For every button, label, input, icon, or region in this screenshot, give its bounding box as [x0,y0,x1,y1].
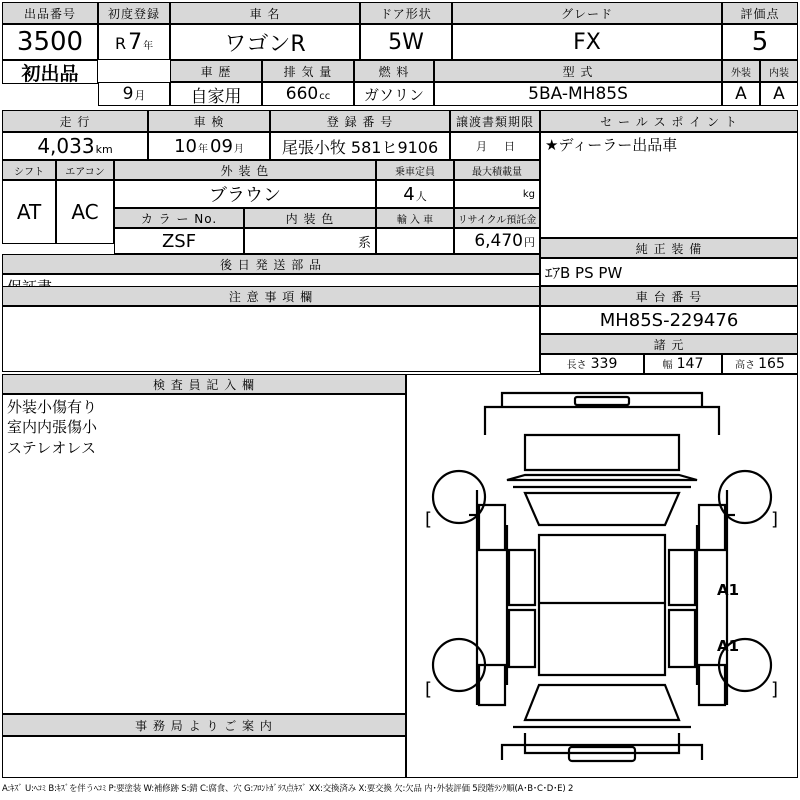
value-interior-color [244,228,376,254]
first-reg-era: R [114,33,127,53]
value-dim-height [722,354,798,374]
bracket-left-rear: [ [425,679,433,700]
capacity-value: 4 [403,183,415,205]
header-registration-no: 登 録 番 号 [270,110,450,132]
value-model-code: 5BA-MH85S [434,82,722,106]
value-max-load [454,180,540,208]
header-transfer-deadline: 譲渡書類期限 [450,110,540,132]
header-genuine-equipment: 純 正 装 備 [540,238,798,258]
sales-point-text: ★ディーラー出品車 [545,136,678,154]
header-office-notice: 事 務 局 よ り ご 案 内 [2,714,406,736]
inspector-note-line: ステレオレス [7,438,96,457]
first-reg-year-unit: 年 [143,40,154,52]
dim-width-value: 147 [676,356,704,372]
header-lot-no: 出品番号 [2,2,98,24]
inspection-year: 10 [174,135,197,157]
value-import [376,228,454,254]
header-recycle-deposit: リサイクル預託金 [454,208,540,228]
value-rating: 5 [722,24,798,60]
header-caution-notes: 注 意 事 項 欄 [2,286,540,306]
value-dim-length [540,354,644,374]
header-import: 輸 入 車 [376,208,454,228]
header-exterior-color: 外 装 色 [114,160,376,180]
header-model-name: 車 名 [170,2,360,24]
capacity-unit: 人 [415,189,427,203]
value-exterior-grade: A [722,82,760,106]
value-shift: AT [2,180,56,244]
inspection-month-unit: 月 [233,143,244,155]
first-reg-year: 7 [128,29,143,55]
value-recycle-deposit [454,228,540,254]
bracket-right-rear: ] [771,679,779,700]
header-inspector-notes: 検 査 員 記 入 欄 [2,374,406,394]
header-dimensions: 諸 元 [540,334,798,354]
header-capacity: 乗車定員 [376,160,454,180]
first-exhibit-badge: 初出品 [2,60,98,84]
dim-length-label: 長さ [566,360,587,371]
dim-height-label: 高さ [735,360,756,371]
car-outline-svg [407,375,797,777]
value-caution-notes [2,306,540,372]
value-mileage [2,132,148,160]
value-history: 自家用 [170,82,262,106]
value-model-name: ワゴンR [170,24,360,60]
value-registration-no: 尾張小牧 581ヒ9106 [270,132,450,160]
header-door-type: ドア形状 [360,2,452,24]
header-max-load: 最大積載量 [454,160,540,180]
value-exterior-color: ブラウン [114,180,376,208]
value-chassis-no: MH85S-229476 [540,306,798,334]
value-history-month [98,82,170,106]
transfer-day-unit: 日 [504,140,515,153]
header-displacement: 排 気 量 [262,60,354,82]
max-load-unit: kg [522,188,535,200]
header-sales-point: セ ー ル ス ポ イ ン ト [540,110,798,132]
value-first-reg [98,24,170,60]
value-inspector-notes [2,394,406,714]
displacement-value: 660 [285,84,319,104]
header-grade: グレード [452,2,722,24]
inspector-note-line: 室内内張傷小 [7,418,98,437]
dim-length-value: 339 [590,356,618,372]
damage-mark-a1-lower: A1 [717,637,740,655]
value-inspection [148,132,270,160]
value-capacity [376,180,454,208]
header-exterior-grade: 外装 [722,60,760,82]
value-interior-grade: A [760,82,798,106]
bracket-left-front: [ [425,509,433,530]
value-genuine-equipment: ｴｱB PS PW [540,258,798,286]
header-color-no: カ ラ ー No. [114,208,244,228]
recycle-deposit-value: 6,470 [474,231,523,251]
value-transfer-deadline [450,132,540,160]
header-chassis-no: 車 台 番 号 [540,286,798,306]
value-aircon: AC [56,180,114,244]
value-sales-point [540,132,798,238]
header-later-parts: 後 日 発 送 部 品 [2,254,540,274]
header-shift: シフト [2,160,56,180]
header-first-reg: 初度登録 [98,2,170,24]
value-fuel: ガソリン [354,82,434,106]
value-door-type: 5W [360,24,452,60]
displacement-unit: cc [319,91,331,102]
header-mileage: 走 行 [2,110,148,132]
dim-height-value: 165 [758,356,785,372]
recycle-deposit-unit: 円 [524,236,535,249]
history-month: 9 [122,84,134,104]
inspector-note-line: 外装小傷有り [7,398,98,416]
dim-width-label: 幅 [662,360,673,371]
mileage-value: 4,033 [37,134,95,158]
value-dim-width [644,354,722,374]
header-aircon: エアコン [56,160,114,180]
header-inspection: 車 検 [148,110,270,132]
header-rating: 評価点 [722,2,798,24]
value-grade: FX [452,24,722,60]
header-interior-color: 内 装 色 [244,208,376,228]
header-history: 車 歴 [170,60,262,82]
bracket-right-front: ] [771,509,779,530]
transfer-month-unit: 月 [476,140,487,153]
interior-color-suffix: 系 [357,235,371,251]
damage-mark-a1-upper: A1 [717,581,740,599]
mileage-unit: km [95,143,113,156]
inspection-month: 09 [210,135,233,157]
header-fuel: 燃 料 [354,60,434,82]
header-model-code: 型 式 [434,60,722,82]
value-office-notice [2,736,406,778]
value-color-no: ZSF [114,228,244,254]
car-damage-diagram [406,374,798,778]
history-month-unit: 月 [134,89,146,102]
value-displacement [262,82,354,106]
footer-legend: A:ｷｽﾞ U:ﾍｺﾐ B:ｷｽﾞを伴うﾍｺﾐ P:要塗装 W:補修跡 S:錆 C:腐食、穴 G:ﾌﾛﾝﾄｶﾞﾗｽ点ｷｽﾞ XX:交換済み X:要交換 欠:欠品 内･外装評価 5段階ﾗﾝｸ順(A･B･C･D･E) 2 [2,784,574,794]
value-lot-no: 3500 [2,24,98,60]
header-interior-grade: 内装 [760,60,798,82]
inspection-year-unit: 年 [198,143,208,155]
